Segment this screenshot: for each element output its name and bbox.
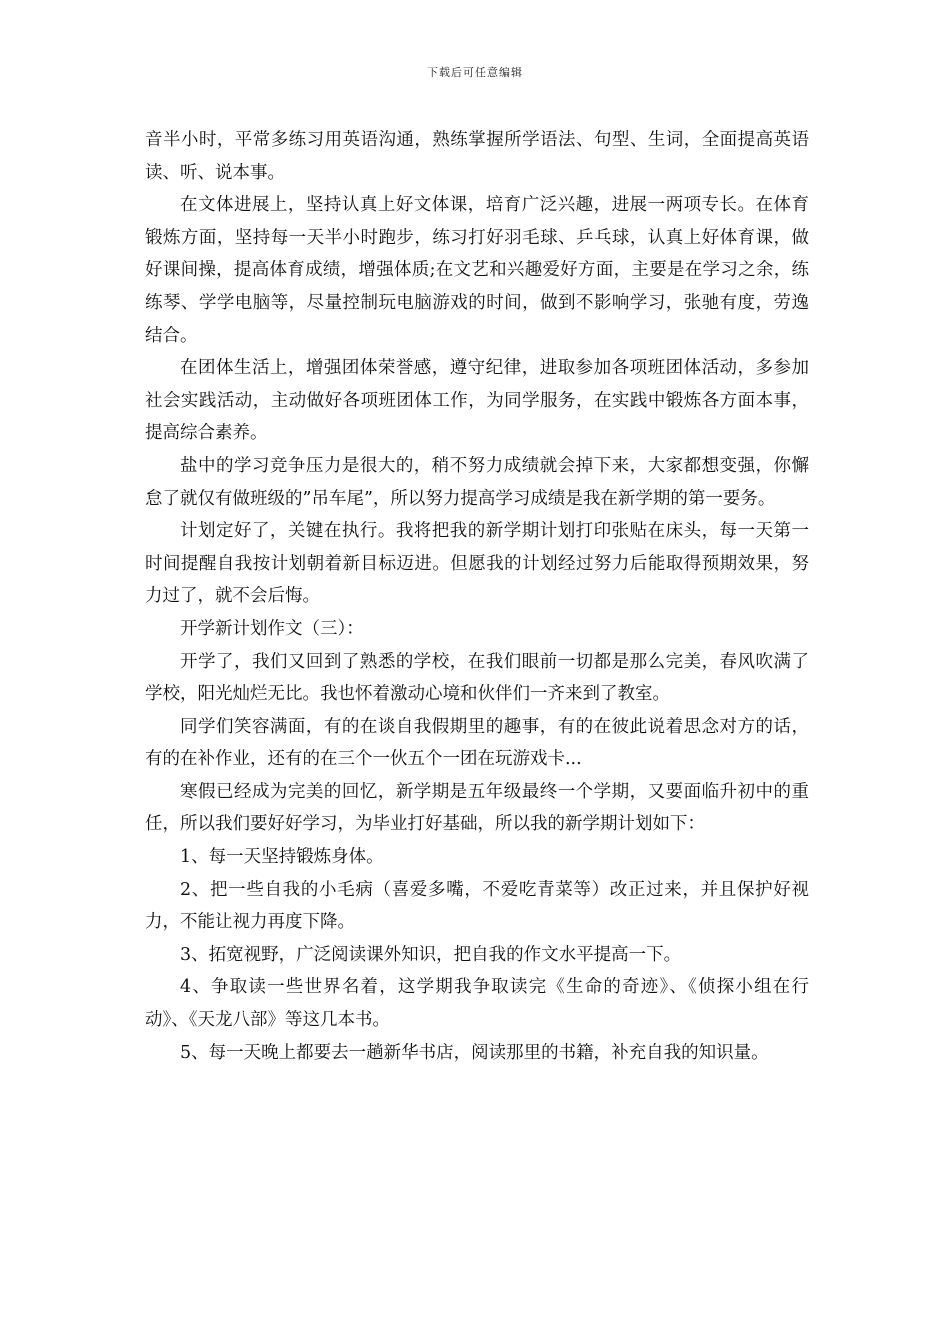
- document-body: [145, 124, 809, 1069]
- paragraph-back-to-school: 开学了，我们又回到了熟悉的学校，在我们眼前一切都是那么完美，春风吹满了学校，阳光灿烂无比。我也怀着激动心境和伙伴们一齐来到了教室。: [145, 651, 809, 705]
- page-header: 下载后可任意编辑: [427, 66, 523, 79]
- paragraph-continuation: 音半小时，平常多练习用英语沟通，熟练掌握所学语法、句型、生词，全面提高英语读、听、说本事。: [145, 130, 809, 183]
- paragraph-competition: 盐中的学习竞争压力是很大的，稍不努力成绩就会掉下来，大家都想变强，你懈怠了就仅有做班级的”吊车尾”，所以努力提高学习成绩是我在新学期的第一要务。: [145, 455, 809, 509]
- list-item-1: 1、每一天坚持锻炼身体。: [180, 847, 384, 868]
- paragraph-group-life: 在团体生活上，增强团体荣誉感，遵守纪律，进取参加各项班团体活动，多参加社会实践活动，主动做好各项班团体工作，为同学服务，在实践中锻炼各方面本事，提高综合素养。: [145, 358, 809, 444]
- list-item-4: 4、争取读一些世界名着，这学期我争取读完《生命的奇迹》、《侦探小组在行动》、《天龙八部》等这几本书。: [145, 977, 809, 1031]
- list-item-2: 2、把一些自我的小毛病（喜爱多嘴，不爱吃青菜等）改正过来，并且保护好视力，不能让视力再度下降。: [145, 879, 809, 933]
- paragraph-sports-arts: 在文体进展上，坚持认真上好文体课，培育广泛兴趣，进展一两项专长。在体育锻炼方面，坚持每一天半小时跑步，练习打好羽毛球、乒乓球，认真上好体育课，做好课间操，提高体育成绩，增强体质;在文艺和兴趣爱好方面，主要是在学习之余，练练琴、学学电脑等，尽量控制玩电脑游戏的时间，做到不影响学习，张驰有度，劳逸结合。: [145, 195, 809, 346]
- section-heading: 开学新计划作文（三）：: [180, 618, 364, 639]
- paragraph-classmates: 同学们笑容满面，有的在谈自我假期里的趣事，有的在彼此说着思念对方的话，有的在补作业，还有的在三个一伙五个一团在玩游戏卡...: [145, 716, 809, 770]
- paragraph-plan-intro: 寒假已经成为完美的回忆，新学期是五年级最终一个学期，又要面临升初中的重任，所以我们要好好学习，为毕业打好基础，所以我的新学期计划如下：: [145, 781, 809, 835]
- paragraph-execution: 计划定好了，关键在执行。我将把我的新学期计划打印张贴在床头，每一天第一时间提醒自我按计划朝着新目标迈进。但愿我的计划经过努力后能取得预期效果，努力过了，就不会后悔。: [145, 521, 809, 607]
- list-item-3: 3、拓宽视野，广泛阅读课外知识，把自我的作文水平提高一下。: [180, 944, 682, 965]
- list-item-5: 5、每一天晚上都要去一趟新华书店，阅读那里的书籍，补充自我的知识量。: [180, 1042, 769, 1063]
